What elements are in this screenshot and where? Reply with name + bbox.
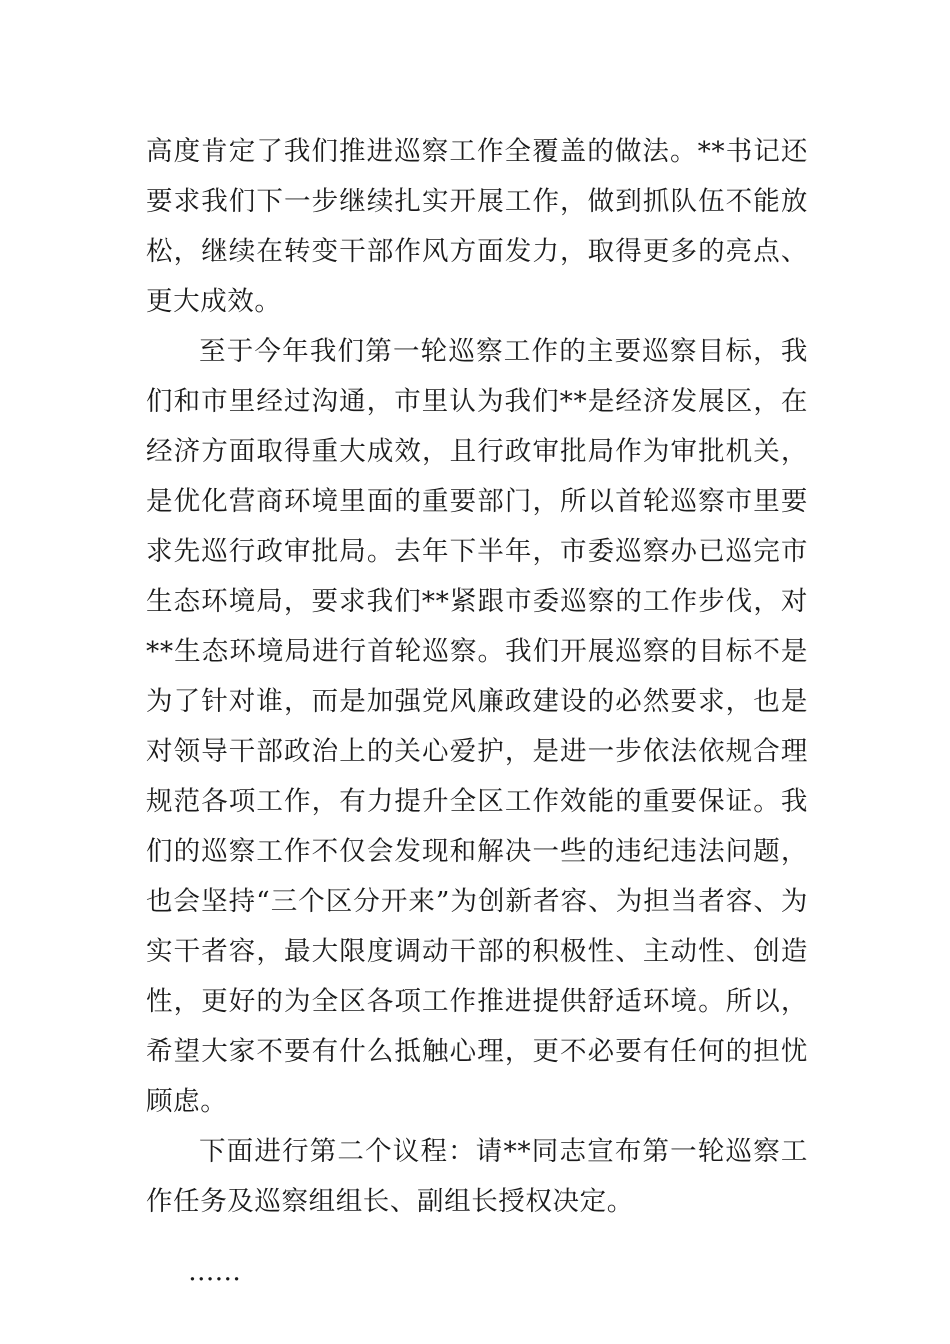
ellipsis-text: …… <box>188 1256 241 1287</box>
document-body <box>146 127 808 1297</box>
paragraph-continuation: 高度肯定了我们推进巡察工作全覆盖的做法。**书记还要求我们下一步继续扎实开展工作，做到抓队伍不能放松，继续在转变干部作风方面发力，取得更多的亮点、更大成效。 <box>146 136 808 317</box>
paragraph-inspection-goals: 至于今年我们第一轮巡察工作的主要巡察目标，我们和市里经过沟通，市里认为我们**是经济发展区，在经济方面取得重大成效，且行政审批局作为审批机关，是优化营商环境里面的重要部门，所以首轮巡察市里要求先巡行政审批局。去年下半年，市委巡察办已巡完市生态环境局，要求我们**紧跟市委巡察的工作步伐，对**生态环境局进行首轮巡察。我们开展巡察的目标不是为了针对谁，而是加强党风廉政建设的必然要求，也是对领导干部政治上的关心爱护，是进一步依法依规合理规范各项工作，有力提升全区工作效能的重要保证。我们的巡察工作不仅会发现和解决一些的违纪违法问题，也会坚持“三个区分开来”为创新者容、为担当者容、为实干者容，最大限度调动干部的积极性、主动性、创造性，更好的为全区各项工作推进提供舒适环境。所以，希望大家不要有什么抵触心理，更不必要有任何的担忧顾虑。 <box>146 336 808 1117</box>
paragraph-second-agenda: 下面进行第二个议程：请**同志宣布第一轮巡察工作任务及巡察组组长、副组长授权决定。 <box>146 1136 808 1217</box>
